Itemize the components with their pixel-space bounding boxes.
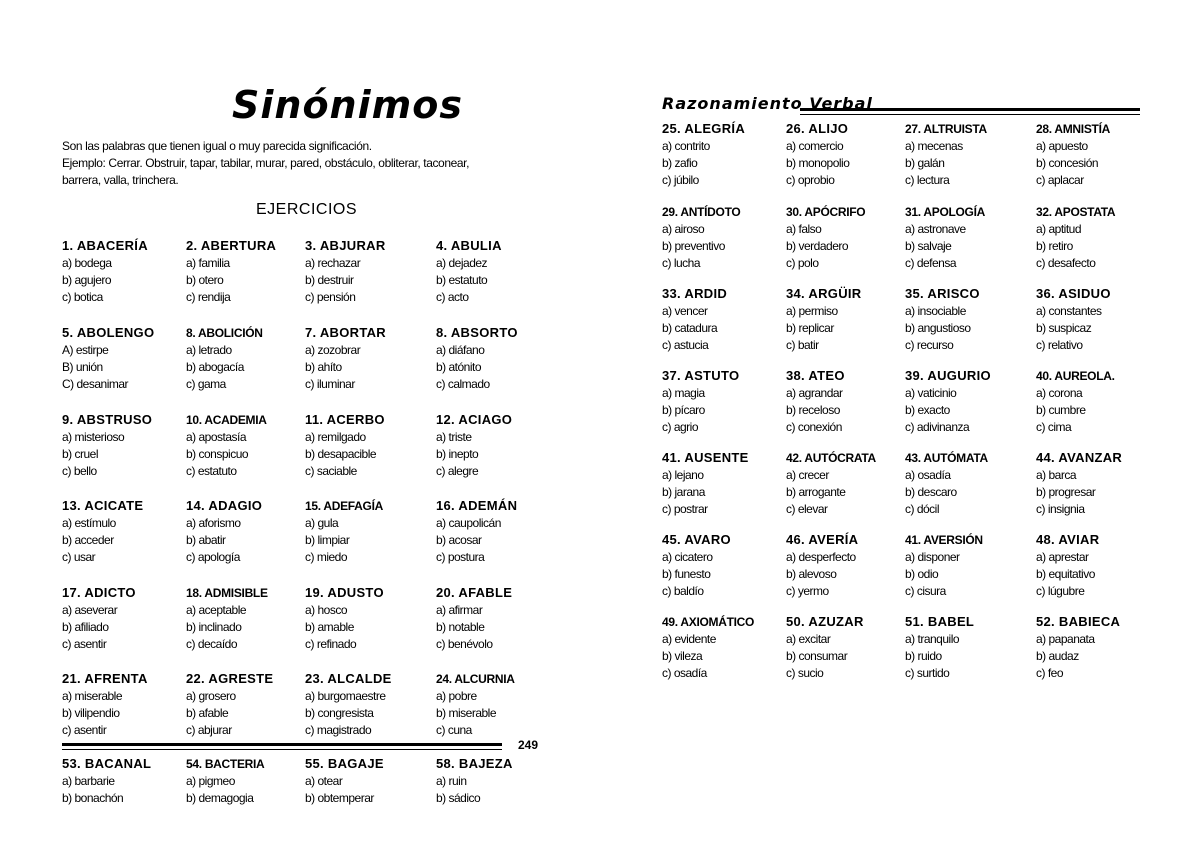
- exercise-option-a: a) falso: [786, 222, 822, 236]
- exercise-item: [905, 120, 1033, 189]
- exercise-option-c: c) alegre: [436, 464, 479, 478]
- exercise-option-b: b) consumar: [786, 649, 848, 663]
- exercise-option-b: b) acosar: [436, 533, 482, 547]
- exercise-word: 49. AXIOMÁTICO: [662, 615, 755, 629]
- exercise-option-b: b) congresista: [305, 706, 374, 720]
- exercise-option-b: b) descaro: [905, 485, 957, 499]
- exercise-word: 22. AGRESTE: [186, 671, 274, 686]
- exercise-option-b: b) ahíto: [305, 360, 342, 374]
- exercise-option-a: a) vaticinio: [905, 386, 957, 400]
- exercise-option-b: b) demagogia: [186, 791, 254, 805]
- exercise-option-a: a) insociable: [905, 304, 966, 318]
- exercise-option-c: c) lúgubre: [1036, 584, 1085, 598]
- exercise-option-c: c) insignia: [1036, 502, 1085, 516]
- exercise-option-a: a) airoso: [662, 222, 705, 236]
- exercise-option-c: c) asentir: [62, 723, 107, 737]
- exercise-word: 32. APOSTATA: [1036, 205, 1116, 219]
- exercise-word: 7. ABORTAR: [305, 325, 386, 340]
- exercise-option-b: b) receloso: [786, 403, 840, 417]
- exercise-word: 45. AVARO: [662, 532, 731, 547]
- exercise-option-a: a) contrito: [662, 139, 710, 153]
- exercise-item: [1036, 203, 1164, 272]
- exercise-word: 46. AVERÍA: [786, 532, 859, 547]
- exercise-option-a: a) agrandar: [786, 386, 843, 400]
- exercise-option-b: b) retiro: [1036, 239, 1073, 253]
- exercise-word: 13. ACICATE: [62, 498, 144, 513]
- exercise-option-b: b) agujero: [62, 273, 112, 287]
- exercise-word: 40. AUREOLA.: [1036, 369, 1115, 383]
- exercise-option-b: b) acceder: [62, 533, 114, 547]
- exercise-item: [62, 584, 190, 653]
- exercise-option-a: a) constantes: [1036, 304, 1102, 318]
- exercise-item: [662, 120, 790, 189]
- exercise-item: [186, 497, 314, 566]
- exercise-item: [436, 324, 564, 393]
- exercise-option-c: c) yermo: [786, 584, 829, 598]
- exercise-option-a: a) estímulo: [62, 516, 116, 530]
- exercise-item: [786, 449, 914, 518]
- exercise-option-b: b) afiliado: [62, 620, 109, 634]
- exercise-option-a: a) grosero: [186, 689, 236, 703]
- exercise-item: [305, 411, 433, 480]
- exercise-option-c: c) bello: [62, 464, 97, 478]
- exercise-option-c: c) aplacar: [1036, 173, 1084, 187]
- exercise-option-a: a) rechazar: [305, 256, 361, 270]
- exercise-option-b: b) preventivo: [662, 239, 725, 253]
- exercise-option-c: c) dócil: [905, 502, 940, 516]
- exercise-option-a: a) afirmar: [436, 603, 483, 617]
- exercise-word: 15. ADEFAGÍA: [305, 499, 383, 513]
- exercise-option-a: a) lejano: [662, 468, 704, 482]
- exercise-option-c: c) asentir: [62, 637, 107, 651]
- exercise-option-c: c) surtido: [905, 666, 950, 680]
- exercise-option-a: a) miserable: [62, 689, 123, 703]
- exercise-option-a: A) estirpe: [62, 343, 109, 357]
- exercise-word: 10. ACADEMIA: [186, 413, 267, 427]
- exercise-option-a: a) permiso: [786, 304, 838, 318]
- exercise-option-b: b) cumbre: [1036, 403, 1086, 417]
- running-header: Razonamiento Verbal: [662, 94, 873, 113]
- exercise-option-a: a) aforismo: [186, 516, 241, 530]
- exercise-item: [62, 324, 190, 393]
- exercise-word: 21. AFRENTA: [62, 671, 148, 686]
- exercise-option-b: b) progresar: [1036, 485, 1096, 499]
- exercise-word: 8. ABOLICIÓN: [186, 326, 263, 340]
- exercise-item: [786, 120, 914, 189]
- exercise-item: [905, 613, 1033, 682]
- exercise-item: [662, 367, 790, 436]
- exercise-option-a: a) zozobrar: [305, 343, 361, 357]
- exercise-word: 11. ACERBO: [305, 412, 385, 427]
- exercise-option-c: c) gama: [186, 377, 226, 391]
- page-number: 249: [518, 738, 539, 752]
- exercise-word: 50. AZUZAR: [786, 614, 864, 629]
- footer-rule: [62, 749, 502, 750]
- intro-line: Son las palabras que tienen igual o muy parecida significación.: [62, 139, 372, 153]
- exercise-option-c: c) botica: [62, 290, 103, 304]
- exercise-word: 55. BAGAJE: [305, 756, 384, 771]
- exercise-option-b: b) cruel: [62, 447, 99, 461]
- exercise-item: [436, 237, 564, 306]
- exercise-option-a: a) burgomaestre: [305, 689, 386, 703]
- exercise-word: 1. ABACERÍA: [62, 238, 148, 253]
- exercise-word: 38. ATEO: [786, 368, 845, 383]
- exercise-item: [1036, 285, 1164, 354]
- exercise-option-b: b) zafio: [662, 156, 698, 170]
- exercise-item: [1036, 367, 1164, 436]
- exercise-word: 51. BABEL: [905, 614, 975, 629]
- exercise-item: [1036, 449, 1164, 518]
- exercise-item: [305, 497, 433, 566]
- exercise-option-c: c) iluminar: [305, 377, 355, 391]
- exercise-option-a: a) caupolicán: [436, 516, 501, 530]
- exercise-option-b: b) verdadero: [786, 239, 849, 253]
- exercise-option-b: B) unión: [62, 360, 103, 374]
- exercise-option-c: c) agrio: [662, 420, 699, 434]
- exercise-option-a: a) magia: [662, 386, 705, 400]
- exercise-option-b: b) inepto: [436, 447, 479, 461]
- exercise-option-c: c) sucio: [786, 666, 824, 680]
- exercise-option-a: a) barbarie: [62, 774, 115, 788]
- exercise-option-c: c) usar: [62, 550, 96, 564]
- exercise-option-c: c) lucha: [662, 256, 701, 270]
- exercise-word: 34. ARGÜIR: [786, 286, 862, 301]
- exercise-option-a: a) misterioso: [62, 430, 125, 444]
- exercise-option-a: a) dejadez: [436, 256, 488, 270]
- exercise-option-a: a) letrado: [186, 343, 232, 357]
- exercise-item: [786, 613, 914, 682]
- exercise-word: 18. ADMISIBLE: [186, 586, 268, 600]
- exercise-option-b: b) replicar: [786, 321, 834, 335]
- exercise-item: [305, 237, 433, 306]
- exercise-word: 5. ABOLENGO: [62, 325, 155, 340]
- exercise-option-c: c) elevar: [786, 502, 828, 516]
- exercise-option-a: a) mecenas: [905, 139, 963, 153]
- exercise-word: 43. AUTÓMATA: [905, 451, 988, 465]
- exercise-option-a: a) cicatero: [662, 550, 713, 564]
- exercise-word: 20. AFABLE: [436, 585, 513, 600]
- exercise-word: 9. ABSTRUSO: [62, 412, 153, 427]
- exercise-item: [436, 584, 564, 653]
- exercise-item: [186, 237, 314, 306]
- exercise-option-c: c) benévolo: [436, 637, 493, 651]
- exercise-option-b: b) conspicuo: [186, 447, 249, 461]
- exercise-option-b: b) vilipendio: [62, 706, 120, 720]
- exercise-option-c: c) conexión: [786, 420, 842, 434]
- exercise-option-a: a) familia: [186, 256, 230, 270]
- exercise-option-b: b) galán: [905, 156, 945, 170]
- exercise-word: 35. ARISCO: [905, 286, 980, 301]
- exercise-option-c: c) miedo: [305, 550, 348, 564]
- exercise-item: [662, 449, 790, 518]
- exercise-option-a: a) hosco: [305, 603, 348, 617]
- exercise-item: [62, 497, 190, 566]
- exercise-option-b: b) funesto: [662, 567, 711, 581]
- exercise-option-c: c) desafecto: [1036, 256, 1096, 270]
- exercise-item: [905, 449, 1033, 518]
- exercise-option-c: c) adivinanza: [905, 420, 970, 434]
- exercise-option-c: c) osadía: [662, 666, 707, 680]
- exercise-item: [1036, 531, 1164, 600]
- exercise-option-c: c) recurso: [905, 338, 954, 352]
- exercise-item: [662, 285, 790, 354]
- exercise-option-a: a) triste: [436, 430, 472, 444]
- exercise-word: 2. ABERTURA: [186, 238, 277, 253]
- exercise-option-b: b) angustioso: [905, 321, 971, 335]
- header-rule: [800, 114, 1140, 115]
- exercise-item: [305, 755, 433, 807]
- exercise-word: 29. ANTÍDOTO: [662, 205, 741, 219]
- exercise-word: 23. ALCALDE: [305, 671, 392, 686]
- exercise-option-c: c) baldío: [662, 584, 704, 598]
- exercise-option-b: b) vileza: [662, 649, 703, 663]
- exercise-option-b: b) afable: [186, 706, 229, 720]
- exercise-word: 44. AVANZAR: [1036, 450, 1123, 465]
- exercise-option-a: a) barca: [1036, 468, 1077, 482]
- header-rule: [800, 108, 1140, 111]
- exercise-option-b: b) notable: [436, 620, 485, 634]
- exercise-option-c: c) rendija: [186, 290, 231, 304]
- exercise-item: [662, 613, 790, 682]
- exercise-item: [1036, 120, 1164, 189]
- exercise-option-b: b) jarana: [662, 485, 705, 499]
- exercise-option-c: c) polo: [786, 256, 819, 270]
- exercise-word: 14. ADAGIO: [186, 498, 263, 513]
- exercise-option-b: b) odio: [905, 567, 939, 581]
- exercise-option-a: a) diáfano: [436, 343, 485, 357]
- exercise-option-a: a) corona: [1036, 386, 1083, 400]
- exercise-option-a: a) aceptable: [186, 603, 247, 617]
- exercise-word: 53. BACANAL: [62, 756, 152, 771]
- exercise-option-c: c) estatuto: [186, 464, 237, 478]
- exercise-option-b: b) alevoso: [786, 567, 837, 581]
- exercise-item: [786, 285, 914, 354]
- exercise-option-a: a) disponer: [905, 550, 960, 564]
- exercise-option-c: c) cima: [1036, 420, 1072, 434]
- exercise-option-a: a) aptitud: [1036, 222, 1082, 236]
- exercise-option-a: a) papanata: [1036, 632, 1095, 646]
- exercise-option-a: a) apuesto: [1036, 139, 1088, 153]
- exercise-option-c: c) batir: [786, 338, 819, 352]
- exercise-option-b: b) monopolio: [786, 156, 850, 170]
- exercise-option-a: a) desperfecto: [786, 550, 856, 564]
- exercise-item: [905, 285, 1033, 354]
- exercise-option-b: b) sádico: [436, 791, 481, 805]
- exercise-option-c: C) desanimar: [62, 377, 129, 391]
- exercise-word: 52. BABIECA: [1036, 614, 1121, 629]
- exercise-option-c: c) postura: [436, 550, 485, 564]
- exercise-option-a: a) bodega: [62, 256, 112, 270]
- exercise-word: 30. APÓCRIFO: [786, 205, 866, 219]
- exercise-option-b: b) obtemperar: [305, 791, 374, 805]
- exercise-word: 36. ASIDUO: [1036, 286, 1111, 301]
- section-heading: EJERCICIOS: [256, 201, 358, 218]
- exercise-option-c: c) decaído: [186, 637, 238, 651]
- exercise-item: [62, 670, 190, 739]
- exercise-item: [62, 411, 190, 480]
- exercise-option-b: b) arrogante: [786, 485, 846, 499]
- exercise-item: [186, 411, 314, 480]
- exercise-word: 26. ALIJO: [786, 121, 849, 136]
- exercise-word: 17. ADICTO: [62, 585, 136, 600]
- exercise-word: 8. ABSORTO: [436, 325, 518, 340]
- exercise-option-b: b) limpiar: [305, 533, 350, 547]
- exercise-item: [186, 755, 314, 807]
- exercise-option-b: b) audaz: [1036, 649, 1079, 663]
- exercise-word: 48. AVIAR: [1036, 532, 1100, 547]
- exercise-item: [786, 203, 914, 272]
- exercise-option-b: b) bonachón: [62, 791, 124, 805]
- exercise-option-a: a) astronave: [905, 222, 966, 236]
- exercise-item: [305, 584, 433, 653]
- exercise-word: 16. ADEMÁN: [436, 498, 518, 513]
- exercise-option-b: b) estatuto: [436, 273, 488, 287]
- exercise-word: 12. ACIAGO: [436, 412, 513, 427]
- exercise-option-a: a) ruin: [436, 774, 467, 788]
- exercise-option-b: b) exacto: [905, 403, 950, 417]
- exercise-word: 39. AUGURIO: [905, 368, 991, 383]
- exercise-option-c: c) abjurar: [186, 723, 232, 737]
- exercise-word: 42. AUTÓCRATA: [786, 451, 876, 465]
- exercise-option-b: b) catadura: [662, 321, 718, 335]
- exercise-option-c: c) cuna: [436, 723, 472, 737]
- exercise-option-c: c) saciable: [305, 464, 357, 478]
- exercise-option-c: c) refinado: [305, 637, 357, 651]
- exercise-option-a: a) apostasía: [186, 430, 247, 444]
- intro-text: [62, 138, 522, 189]
- exercise-word: 3. ABJURAR: [305, 238, 386, 253]
- exercise-item: [186, 670, 314, 739]
- exercise-option-a: a) osadía: [905, 468, 951, 482]
- exercise-word: 58. BAJEZA: [436, 756, 513, 771]
- exercise-item: [436, 670, 564, 739]
- exercise-option-b: b) destruir: [305, 273, 354, 287]
- exercise-word: 25. ALEGRÍA: [662, 121, 746, 136]
- exercise-option-a: a) remilgado: [305, 430, 366, 444]
- exercise-option-c: c) magistrado: [305, 723, 372, 737]
- exercise-option-b: b) miserable: [436, 706, 497, 720]
- exercise-option-c: c) defensa: [905, 256, 957, 270]
- exercise-option-c: c) lectura: [905, 173, 950, 187]
- exercise-option-b: b) inclinado: [186, 620, 242, 634]
- exercise-option-b: b) pícaro: [662, 403, 705, 417]
- exercise-option-c: c) astucia: [662, 338, 709, 352]
- exercise-item: [62, 755, 190, 807]
- exercise-word: 41. AVERSIÓN: [905, 533, 983, 547]
- exercise-word: 37. ASTUTO: [662, 368, 740, 383]
- exercise-word: 4. ABULIA: [436, 238, 502, 253]
- exercise-option-c: c) postrar: [662, 502, 708, 516]
- exercise-item: [305, 670, 433, 739]
- exercise-option-b: b) abogacía: [186, 360, 244, 374]
- exercise-option-c: c) pensión: [305, 290, 356, 304]
- exercise-item: [186, 324, 314, 393]
- exercise-item: [662, 203, 790, 272]
- exercise-option-b: b) otero: [186, 273, 224, 287]
- exercise-option-b: b) ruido: [905, 649, 942, 663]
- exercise-option-b: b) salvaje: [905, 239, 952, 253]
- exercise-word: 24. ALCURNIA: [436, 672, 515, 686]
- exercise-option-a: a) aprestar: [1036, 550, 1089, 564]
- exercise-option-a: a) aseverar: [62, 603, 118, 617]
- exercise-item: [905, 531, 1033, 600]
- exercise-option-a: a) tranquilo: [905, 632, 960, 646]
- exercise-option-a: a) crecer: [786, 468, 829, 482]
- intro-line: Ejemplo: Cerrar. Obstruir, tapar, tabilar, murar, pared, obstáculo, obliterar, taconear,: [62, 156, 470, 170]
- exercise-item: [436, 497, 564, 566]
- exercise-item: [436, 755, 564, 807]
- exercise-item: [305, 324, 433, 393]
- exercise-option-c: c) oprobio: [786, 173, 835, 187]
- exercise-option-c: c) cisura: [905, 584, 946, 598]
- exercise-item: [786, 531, 914, 600]
- exercise-item: [436, 411, 564, 480]
- exercise-item: [662, 531, 790, 600]
- exercise-option-c: c) feo: [1036, 666, 1064, 680]
- exercise-word: 31. APOLOGÍA: [905, 205, 985, 219]
- exercise-word: 41. AUSENTE: [662, 450, 749, 465]
- exercise-word: 54. BACTERIA: [186, 757, 265, 771]
- exercise-option-c: c) júbilo: [662, 173, 699, 187]
- exercise-item: [186, 584, 314, 653]
- exercise-item: [1036, 613, 1164, 682]
- intro-line: barrera, valla, trinchera.: [62, 173, 179, 187]
- exercise-option-c: c) acto: [436, 290, 469, 304]
- exercise-word: 27. ALTRUISTA: [905, 122, 987, 136]
- exercise-word: 19. ADUSTO: [305, 585, 384, 600]
- exercise-word: 33. ARDID: [662, 286, 728, 301]
- exercise-item: [62, 237, 190, 306]
- exercise-option-a: a) evidente: [662, 632, 716, 646]
- exercise-item: [905, 367, 1033, 436]
- exercise-option-a: a) gula: [305, 516, 339, 530]
- exercise-option-b: b) abatir: [186, 533, 226, 547]
- exercise-option-a: a) pobre: [436, 689, 477, 703]
- exercise-option-a: a) comercio: [786, 139, 844, 153]
- footer-rule: [62, 743, 502, 746]
- exercise-option-b: b) amable: [305, 620, 354, 634]
- exercise-option-c: c) relativo: [1036, 338, 1083, 352]
- exercise-option-a: a) vencer: [662, 304, 708, 318]
- exercise-item: [786, 367, 914, 436]
- exercise-option-a: a) otear: [305, 774, 343, 788]
- exercise-option-a: a) excitar: [786, 632, 831, 646]
- exercise-word: 28. AMNISTÍA: [1036, 122, 1110, 136]
- exercise-item: [905, 203, 1033, 272]
- exercise-option-c: c) apología: [186, 550, 240, 564]
- page-title: Sinónimos: [232, 83, 463, 127]
- exercise-option-c: c) calmado: [436, 377, 490, 391]
- exercise-option-b: b) equitativo: [1036, 567, 1095, 581]
- exercise-option-b: b) desapacible: [305, 447, 377, 461]
- exercise-option-b: b) atónito: [436, 360, 482, 374]
- exercise-option-a: a) pigmeo: [186, 774, 235, 788]
- exercise-option-b: b) concesión: [1036, 156, 1099, 170]
- exercise-option-b: b) suspicaz: [1036, 321, 1092, 335]
